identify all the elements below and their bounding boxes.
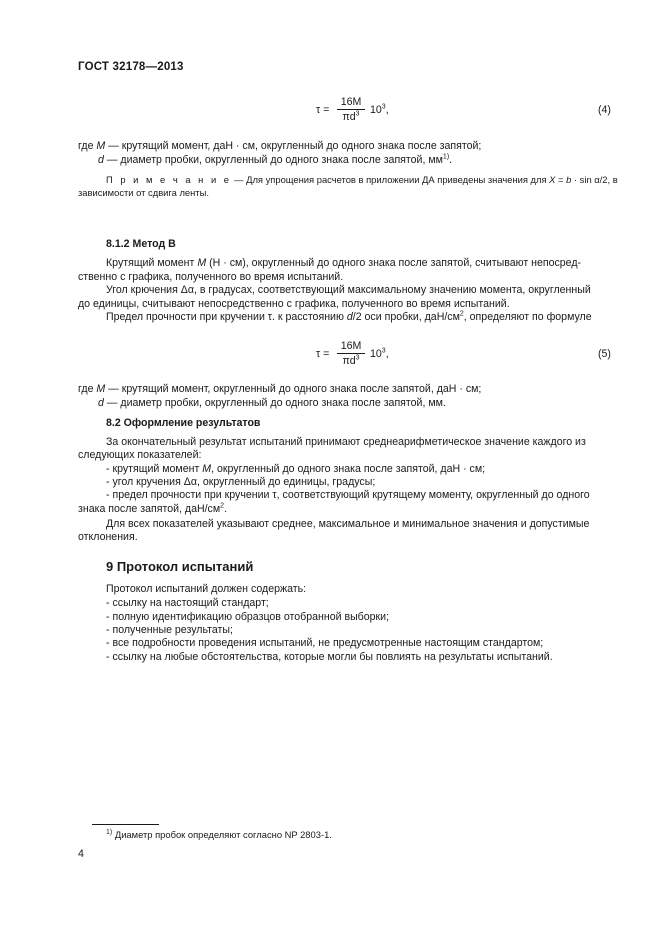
- footnote: $^{1)}$ Диаметр пробок определяют согласно NP 2803-1.: [106, 828, 332, 840]
- section-8-2-item-3-l2: знака после запятой, даН/$см^2$.: [78, 502, 228, 515]
- formula-5-denominator: $\pi d^3$: [342, 354, 360, 367]
- section-9-item: - ссылку на любые обстоятельства, которые могли бы повлиять на результаты испытаний.: [106, 651, 553, 663]
- section-8-2-final-l1: Для всех показателей указывают среднее, максимальное и минимальное значения и допустимые: [106, 518, 590, 530]
- section-9-intro: Протокол испытаний должен содержать:: [106, 583, 307, 595]
- section-9-item: - полную идентификацию образцов отобранной выборки;: [106, 611, 390, 623]
- section-8-1-2-p3: Предел прочности при кручении τ. к расстоянию d/2 оси пробки, даН/$см^2$, определяют по формуле: [106, 310, 592, 323]
- section-9-item: - все подробности проведения испытаний, не предусмотренные настоящим стандартом;: [106, 637, 544, 649]
- section-8-1-2-heading: 8.1.2 Метод В: [106, 238, 176, 250]
- section-8-1-2-p1-l1: Крутящий момент M (Н · см), округленный до одного знака после запятой, считывают непосред-: [106, 257, 582, 269]
- footnote-separator: [92, 824, 159, 825]
- section-8-1-2-p2-l1: Угол крючения Δα, в градусах, соответствующий максимальному значению момента, округленный: [106, 284, 591, 296]
- section-8-1-2-p2-l2: до единицы, считывают непосредственно с графика, полученного во время испытаний.: [78, 298, 510, 310]
- section-8-2-heading: 8.2 Оформление результатов: [106, 417, 261, 429]
- formula-4-lhs: τ =: [316, 104, 330, 116]
- formula-4-numerator: 16M: [337, 96, 365, 110]
- section-9-heading: 9 Протокол испытаний: [106, 559, 254, 574]
- section-8-1-2-p1-l2: ственно с графика, полученного во время испытаний.: [78, 271, 344, 283]
- where-4-line-2: d — диаметр пробки, округленный до одного знака после запятой, $мм^{1)}$.: [98, 153, 453, 166]
- section-9-item: - полученные результаты;: [106, 624, 233, 636]
- formula-5-lhs: τ =: [316, 348, 330, 360]
- section-8-2-intro-l2: следующих показателей:: [78, 449, 202, 461]
- section-8-2-item-2: - угол кручения Δα, округленный до единицы, градусы;: [106, 476, 376, 488]
- section-8-2-item-1: - крутящий момент M, округленный до одного знака после запятой, даН · см;: [106, 463, 486, 475]
- formula-4-denominator: $\pi d^3$: [342, 110, 360, 123]
- where-4-line-1: где M — крутящий момент, даН · см, округленный до одного знака после запятой;: [78, 140, 482, 152]
- note-line-2: зависимости от сдвига ленты.: [78, 187, 209, 198]
- note-line-1: П р и м е ч а н и е — Для упрощения расчетов в приложении ДА приведены значения для X = b · sin α/2, в: [106, 174, 618, 185]
- section-8-2-item-3-l1: - предел прочности при кручении τ, соответствующий крутящему моменту, округленный до одного: [106, 489, 590, 501]
- formula-5-fraction: [337, 340, 365, 367]
- where-5-line-1: где M — крутящий момент, округленный до одного знака после запятой, даН · см;: [78, 383, 482, 395]
- section-8-2-final-l2: отклонения.: [78, 531, 138, 543]
- document-header: ГОСТ 32178—2013: [78, 61, 184, 73]
- formula-4-factor: $10^3$,: [370, 103, 389, 116]
- where-5-line-2: d — диаметр пробки, округленный до одного знака после запятой, мм.: [98, 397, 446, 409]
- formula-5-numerator: 16M: [337, 340, 365, 354]
- section-8-2-intro-l1: За окончательный результат испытаний принимают среднеарифметическое значение каждого из: [106, 436, 586, 448]
- section-9-item: - ссылку на настоящий стандарт;: [106, 597, 269, 609]
- page-number: 4: [78, 848, 84, 860]
- formula-4-fraction: [337, 96, 365, 123]
- formula-5-factor: $10^3$,: [370, 347, 389, 360]
- formula-4-number: (4): [598, 104, 611, 116]
- formula-5-number: (5): [598, 348, 611, 360]
